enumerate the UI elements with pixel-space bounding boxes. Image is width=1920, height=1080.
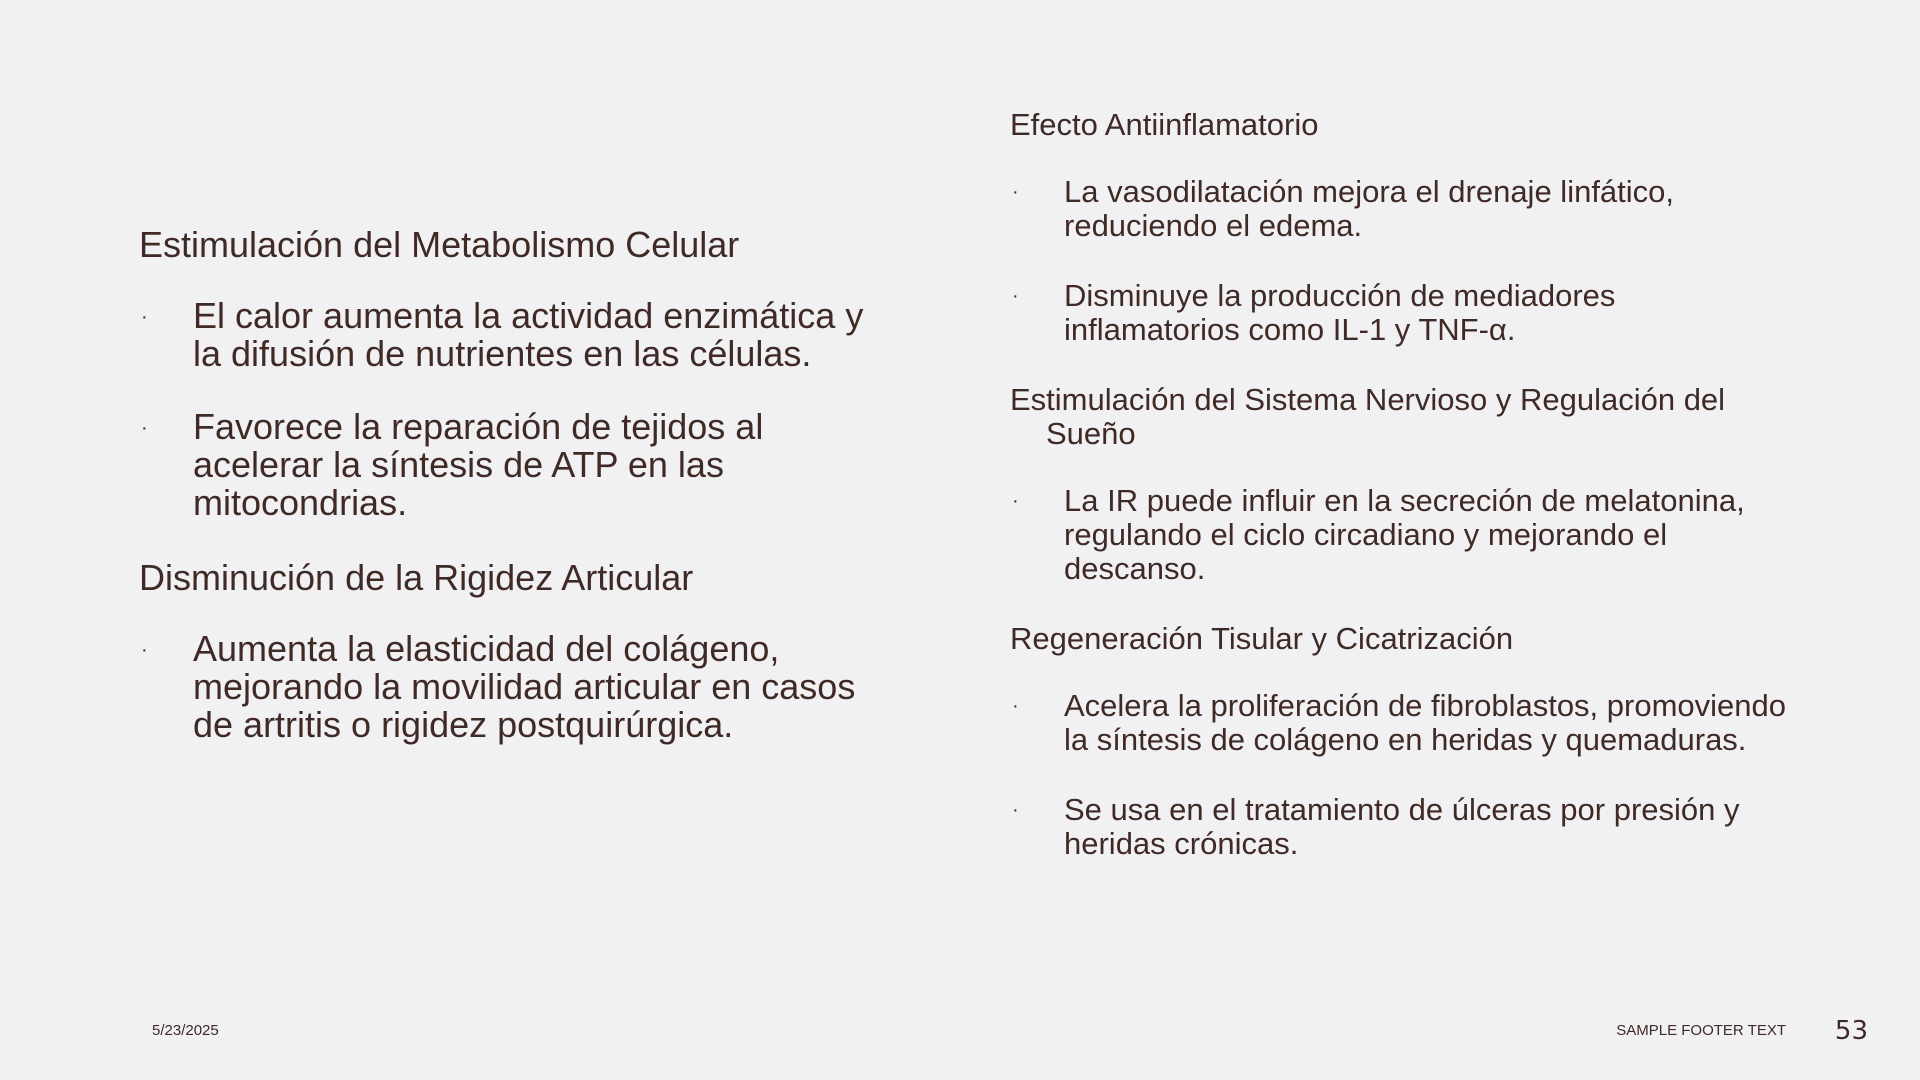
bullet-text: Aumenta la elasticidad del colágeno, mejorando la movilidad articular en casos de artritis o rigidez postquirúrgica.	[193, 628, 856, 745]
section-heading: Estimulación del Sistema Nervioso y Regulación del Sueño	[1010, 382, 1726, 451]
bullet-text: Se usa en el tratamiento de úlceras por presión y heridas crónicas.	[1064, 792, 1740, 861]
bullet-list	[1010, 484, 1790, 586]
bullet-icon: ·	[141, 639, 148, 661]
bullet-list	[139, 630, 879, 744]
bullet-list	[139, 297, 879, 522]
bullet-item	[1010, 175, 1790, 243]
footer-date: 5/23/2025	[152, 1022, 219, 1039]
bullet-item	[139, 630, 879, 744]
bullet-icon: ·	[1012, 181, 1019, 203]
bullet-text: El calor aumenta la actividad enzimática y la difusión de nutrientes en las células.	[193, 295, 864, 374]
bullet-item	[139, 297, 879, 373]
footer-text: SAMPLE FOOTER TEXT	[1616, 1022, 1786, 1039]
bullet-text: La vasodilatación mejora el drenaje linfático, reduciendo el edema.	[1064, 174, 1675, 243]
bullet-text: Favorece la reparación de tejidos al acelerar la síntesis de ATP en las mitocondrias.	[193, 406, 764, 523]
bullet-item	[1010, 484, 1790, 586]
right-content-column	[1010, 108, 1790, 897]
bullet-item	[1010, 689, 1790, 757]
bullet-icon: ·	[141, 417, 148, 439]
bullet-text: Disminuye la producción de mediadores inflamatorios como IL-1 y TNF-α.	[1064, 278, 1616, 347]
section-heading: Efecto Antiinflamatorio	[1010, 107, 1319, 142]
section-heading: Estimulación del Metabolismo Celular	[139, 224, 740, 265]
left-content-column	[139, 224, 879, 779]
bullet-item	[139, 408, 879, 522]
bullet-list	[1010, 689, 1790, 861]
bullet-text: La IR puede influir en la secreción de melatonina, regulando el ciclo circadiano y mejorando el descanso.	[1064, 483, 1745, 586]
bullet-icon: ·	[1012, 285, 1019, 307]
bullet-item	[1010, 793, 1790, 861]
section-heading: Regeneración Tisular y Cicatrización	[1010, 621, 1514, 656]
bullet-icon: ·	[1012, 799, 1019, 821]
bullet-list	[1010, 175, 1790, 347]
bullet-icon: ·	[1012, 490, 1019, 512]
bullet-text: Acelera la proliferación de fibroblastos, promoviendo la síntesis de colágeno en heridas y quemaduras.	[1064, 688, 1787, 757]
bullet-icon: ·	[1012, 695, 1019, 717]
page-number: 53	[1834, 1016, 1868, 1046]
section-heading: Disminución de la Rigidez Articular	[139, 557, 694, 598]
bullet-item	[1010, 279, 1790, 347]
bullet-icon: ·	[141, 306, 148, 328]
